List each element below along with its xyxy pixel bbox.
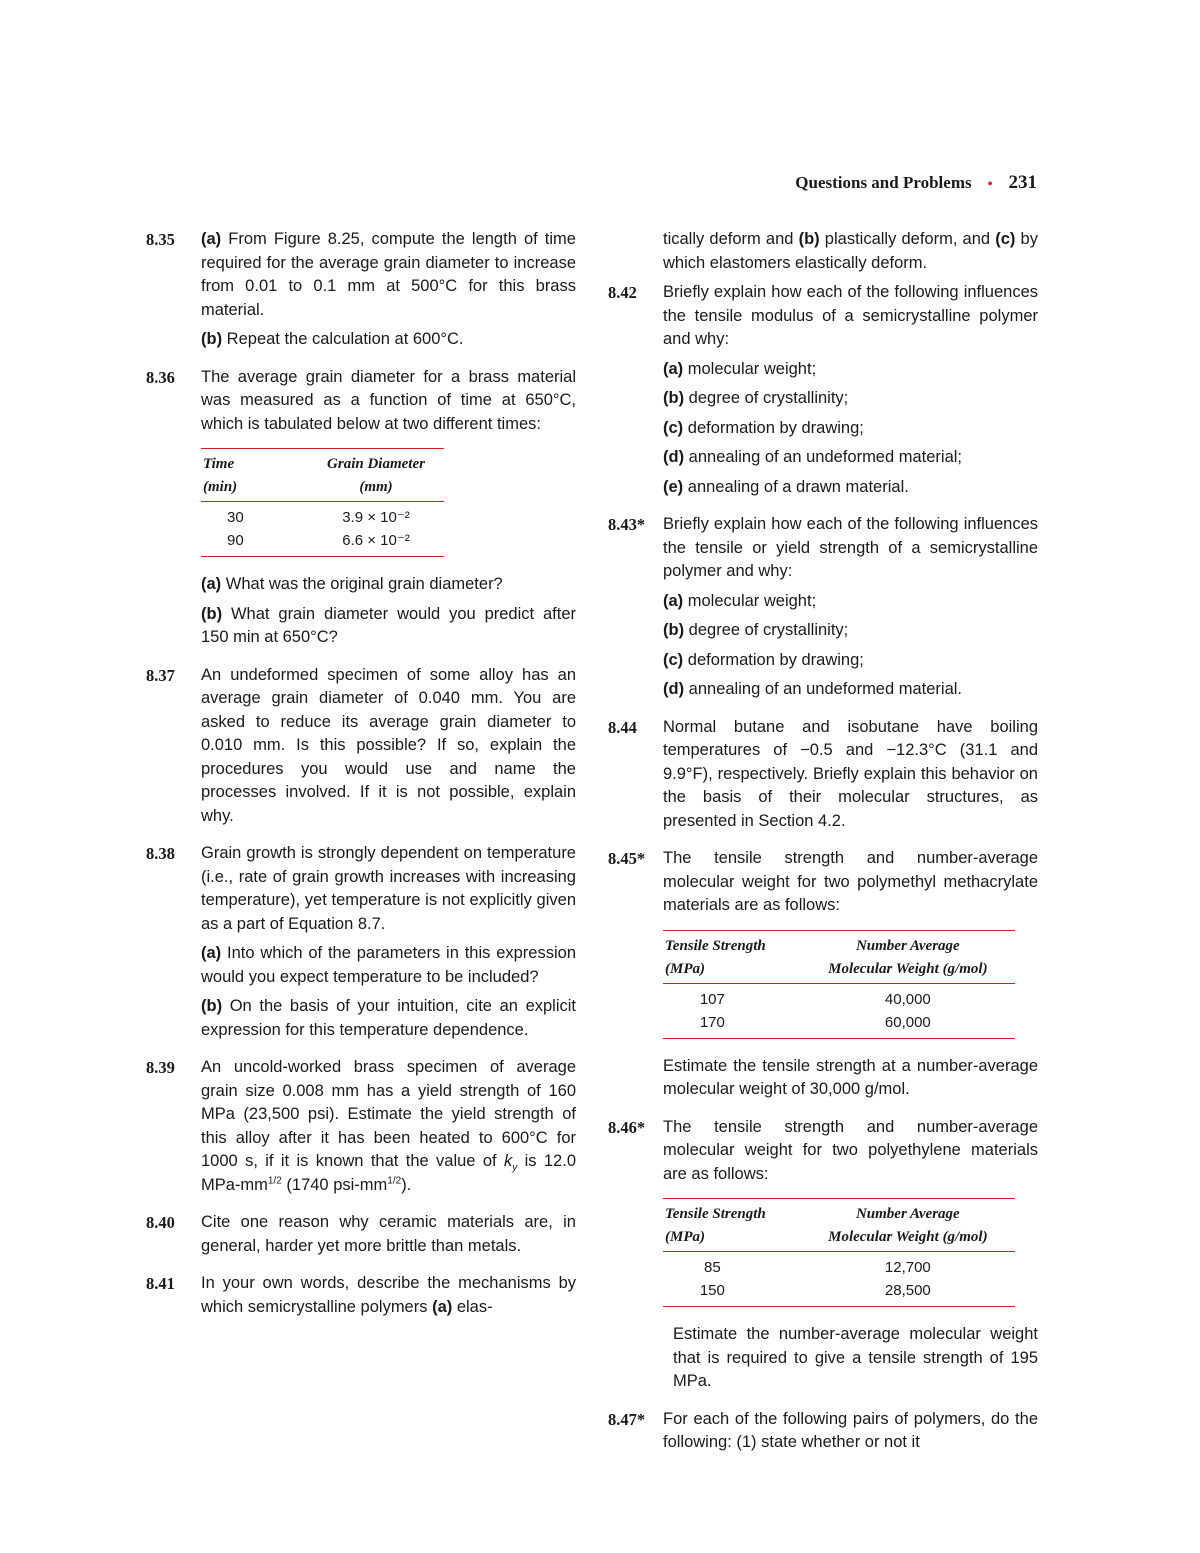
table-row: 170 60,000 xyxy=(663,1011,1015,1039)
problem-8-41-continued: tically deform and (b) plastically deform, and (c) by which elastomers elastically deform. xyxy=(663,230,1038,272)
problem-text: An uncold-worked brass specimen of average grain size 0.008 mm has a yield strength of 160 MPa (23,500 psi). Estimate the yield strength of this alloy after it has been heated to 600°C for 1000 s, if it is known that the value of $k_y$ is 12.0 MPa-$mm^{1/2}$ (1740 psi-$mm^{1/2}$). xyxy=(201,1058,576,1194)
table-header: Molecular Weight (g/mol) xyxy=(801,958,1015,984)
problem-part: (a) molecular weight; xyxy=(663,359,817,378)
problem-8-40 xyxy=(146,1211,576,1264)
problem-8-39 xyxy=(146,1056,576,1203)
problem-part: (a) Into which of the parameters in this expression would you expect temperature to be included? xyxy=(201,944,576,986)
problem-number: 8.36 xyxy=(146,367,175,387)
table-row: 107 40,000 xyxy=(699,990,931,1008)
running-head-title: Questions and Problems xyxy=(795,173,972,192)
table-header: Grain Diameter xyxy=(308,449,444,477)
problem-text: The average grain diameter for a brass material was measured as a function of time at 650°C, which is tabulated below at two different times: xyxy=(201,367,576,433)
pmma-table xyxy=(663,930,1015,1039)
problem-text: The tensile strength and number-average molecular weight for two polyethylene materials are as follows: xyxy=(663,1117,1038,1183)
problem-part: (b) Repeat the calculation at 600°C. xyxy=(201,330,464,348)
problem-text: Normal butane and isobutane have boiling temperatures of −0.5 and −12.3°C (31.1 and 9.9°F), respectively. Briefly explain this behavior on the basis of their molecular structures, as presented in Section 4.2. xyxy=(663,717,1038,830)
problem-text: Grain growth is strongly dependent on temperature (i.e., rate of grain growth increases with increasing temperature), yet temperature is not explicitly given as a part of Equation 8.7. xyxy=(201,844,576,933)
problem-part: (e) annealing of a drawn material. xyxy=(663,477,909,496)
problem-text: Estimate the tensile strength at a number-average molecular weight of 30,000 g/mol. xyxy=(663,1056,1038,1098)
problem-number: 8.44 xyxy=(608,717,637,737)
problem-8-37 xyxy=(146,664,576,835)
problem-8-47 xyxy=(608,1408,1038,1461)
bullet-icon: • xyxy=(987,177,993,192)
table-row: 150 28,500 xyxy=(663,1279,1015,1307)
table-header: Time xyxy=(201,449,308,477)
problem-8-43 xyxy=(608,513,1038,708)
problem-part: (b) On the basis of your intuition, cite an explicit expression for this temperature dependence. xyxy=(201,997,576,1039)
problem-8-36 xyxy=(146,366,576,656)
page-number: 231 xyxy=(1008,172,1037,193)
table-row: 30 3.9 × 10⁻² xyxy=(227,509,410,526)
problem-number: 8.39 xyxy=(146,1058,175,1077)
problem-8-41 xyxy=(146,1272,576,1325)
polyethylene-table xyxy=(663,1198,1015,1307)
problem-text: Cite one reason why ceramic materials are, in general, harder yet more brittle than metals. xyxy=(201,1213,576,1255)
table-header: (MPa) xyxy=(663,958,801,984)
problem-part: (c) deformation by drawing; xyxy=(663,418,864,437)
table-header: Number Average xyxy=(801,930,1015,958)
grain-diameter-table xyxy=(201,448,444,557)
problem-number: 8.45* xyxy=(608,849,646,868)
problem-8-46 xyxy=(608,1116,1038,1400)
problem-8-42 xyxy=(608,281,1038,505)
table-row: 85 12,700 xyxy=(704,1259,931,1276)
problem-text: For each of the following pairs of polymers, do the following: (1) state whether or not it xyxy=(663,1409,1038,1451)
problem-8-35 xyxy=(146,228,576,358)
problem-part: (b) degree of crystallinity; xyxy=(663,389,849,407)
problem-8-38 xyxy=(146,842,576,1048)
problem-text: Briefly explain how each of the following influences the tensile modulus of a semicrystalline polymer and why: xyxy=(663,283,1038,348)
problem-part: (b) What grain diameter would you predict after 150 min at 650°C? xyxy=(201,604,577,646)
right-column xyxy=(608,228,1038,1469)
table-header: Tensile Strength xyxy=(663,1199,801,1227)
problem-8-45 xyxy=(608,847,1038,1108)
left-column xyxy=(146,228,576,1333)
table-row: 90 6.6 × 10⁻² xyxy=(201,529,444,557)
problem-text: An undeformed specimen of some alloy has an average grain diameter of 0.040 mm. You are asked to reduce its average grain diameter to 0.010 mm. Is this possible? If so, explain the procedures you would use and name the processes involved. If it is not possible, explain why. xyxy=(201,665,576,825)
problem-number: 8.47* xyxy=(608,1409,646,1429)
problem-part: (a) What was the original grain diameter? xyxy=(201,575,503,593)
problem-part: (c) deformation by drawing; xyxy=(663,650,864,669)
running-head xyxy=(795,172,1037,194)
problem-number: 8.41 xyxy=(146,1274,175,1293)
problem-text: Briefly explain how each of the following influences the tensile or yield strength of a semicrystalline polymer and why: xyxy=(663,515,1038,580)
table-header: (mm) xyxy=(308,476,444,502)
problem-text: Estimate the number-average molecular weight that is required to give a tensile strength of 195 MPa. xyxy=(673,1325,1038,1390)
problem-number: 8.40 xyxy=(146,1213,175,1232)
table-header: (MPa) xyxy=(663,1226,801,1252)
table-header: Number Average xyxy=(801,1199,1015,1227)
problem-text: The tensile strength and number-average molecular weight for two polymethyl methacrylate materials are as follows: xyxy=(663,849,1038,914)
table-header: Tensile Strength xyxy=(663,930,801,958)
problem-part: (a) molecular weight; xyxy=(663,591,817,610)
problem-number: 8.43* xyxy=(608,515,646,534)
problem-part: (a) From Figure 8.25, compute the length of time required for the average grain diameter to increase from 0.01 to 0.1 mm at 500°C for this brass material. xyxy=(201,230,576,319)
problem-part: (d) annealing of an undeformed material. xyxy=(663,680,963,698)
problem-part: (b) degree of crystallinity; xyxy=(663,621,849,639)
problem-number: 8.38 xyxy=(146,844,175,863)
problem-number: 8.37 xyxy=(146,665,175,685)
problem-8-44 xyxy=(608,716,1038,840)
problem-text: In your own words, describe the mechanisms by which semicrystalline polymers (a) elas- xyxy=(201,1274,576,1316)
problem-number: 8.35 xyxy=(146,230,175,249)
table-header: Molecular Weight (g/mol) xyxy=(801,1226,1015,1252)
table-header: (min) xyxy=(201,476,308,502)
problem-number: 8.42 xyxy=(608,283,637,302)
problem-number: 8.46* xyxy=(608,1117,646,1137)
problem-part: (d) annealing of an undeformed material; xyxy=(663,448,963,466)
